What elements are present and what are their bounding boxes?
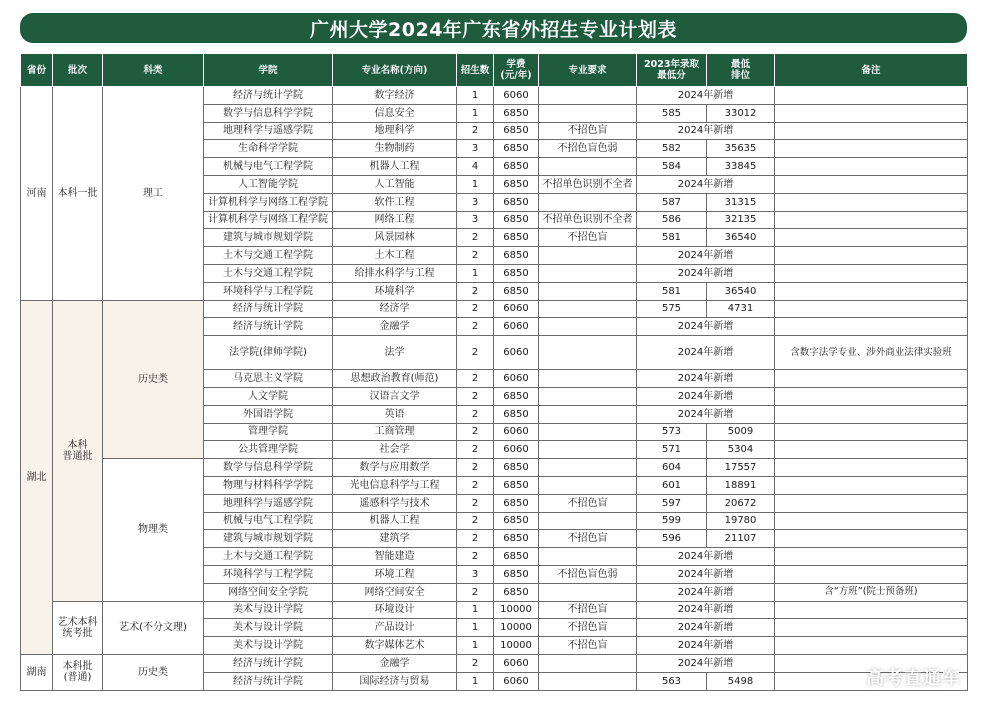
major-cell: 环境设计: [333, 601, 457, 619]
count-cell: 1: [457, 87, 494, 105]
header-province: 省份: [21, 54, 53, 87]
requirement-cell: [539, 476, 637, 494]
major-cell: 数学与应用数学: [333, 459, 457, 477]
score-cell: 563: [637, 672, 707, 690]
score-cell: 601: [637, 476, 707, 494]
rank-cell: 4731: [707, 300, 775, 318]
header-note: 备注: [775, 54, 968, 87]
fee-cell: 6060: [494, 654, 539, 672]
count-cell: 2: [457, 300, 494, 318]
batch-hubei: 本科 普通批: [53, 300, 103, 601]
rank-cell: 36540: [707, 229, 775, 247]
requirement-cell: [539, 405, 637, 423]
count-cell: 2: [457, 494, 494, 512]
fee-cell: 6850: [494, 548, 539, 566]
page-title: 广州大学2024年广东省外招生专业计划表: [20, 13, 967, 43]
fee-cell: 6850: [494, 405, 539, 423]
note-cell: [775, 193, 968, 211]
table-row: [21, 300, 968, 318]
major-cell: 智能建造: [333, 548, 457, 566]
fee-cell: 6850: [494, 530, 539, 548]
requirement-cell: [539, 336, 637, 370]
score-cell: 573: [637, 423, 707, 441]
count-cell: 2: [457, 387, 494, 405]
header-requirement: 专业要求: [539, 54, 637, 87]
header-batch: 批次: [53, 54, 103, 87]
major-cell: 产品设计: [333, 619, 457, 637]
major-cell: 信息安全: [333, 104, 457, 122]
major-cell: 社会学: [333, 441, 457, 459]
college-cell: 计算机科学与网络工程学院: [204, 193, 333, 211]
category-hubei-art: 艺术(不分文理): [103, 601, 204, 654]
count-cell: 1: [457, 175, 494, 193]
major-cell: 遥感科学与技术: [333, 494, 457, 512]
requirement-cell: 不招色盲色弱: [539, 140, 637, 158]
note-cell: [775, 601, 968, 619]
college-cell: 网络空间安全学院: [204, 583, 333, 601]
fee-cell: 6060: [494, 370, 539, 388]
batch-hubei-art: 艺术本科 统考批: [53, 601, 103, 654]
fee-cell: 6060: [494, 441, 539, 459]
score-cell: 584: [637, 158, 707, 176]
new-in-2024-cell: 2024年新增: [637, 601, 775, 619]
province-henan: 河南: [21, 87, 53, 301]
score-cell: 585: [637, 104, 707, 122]
rank-cell: 32135: [707, 211, 775, 229]
score-cell: 582: [637, 140, 707, 158]
note-cell: [775, 387, 968, 405]
rank-cell: 35635: [707, 140, 775, 158]
requirement-cell: 不招色盲: [539, 601, 637, 619]
count-cell: 2: [457, 441, 494, 459]
fee-cell: 6850: [494, 494, 539, 512]
note-cell: [775, 104, 968, 122]
header-fee: 学费 (元/年): [494, 54, 539, 87]
college-cell: 经济与统计学院: [204, 300, 333, 318]
count-cell: 2: [457, 370, 494, 388]
college-cell: 环境科学与工程学院: [204, 282, 333, 300]
requirement-cell: 不招色盲: [539, 530, 637, 548]
header-rank: 最低 排位: [707, 54, 775, 87]
new-in-2024-cell: 2024年新增: [637, 548, 775, 566]
new-in-2024-cell: 2024年新增: [637, 318, 775, 336]
note-cell: [775, 548, 968, 566]
note-cell: [775, 122, 968, 140]
count-cell: 2: [457, 459, 494, 477]
header-category: 科类: [103, 54, 204, 87]
requirement-cell: 不招单色识别不全者: [539, 175, 637, 193]
college-cell: 土木与交通工程学院: [204, 264, 333, 282]
fee-cell: 6850: [494, 175, 539, 193]
fee-cell: 6850: [494, 211, 539, 229]
note-cell: [775, 370, 968, 388]
major-cell: 给排水科学与工程: [333, 264, 457, 282]
note-cell: [775, 637, 968, 655]
score-cell: 581: [637, 282, 707, 300]
score-cell: 586: [637, 211, 707, 229]
fee-cell: 6060: [494, 87, 539, 105]
college-cell: 美术与设计学院: [204, 601, 333, 619]
new-in-2024-cell: 2024年新增: [637, 583, 775, 601]
college-cell: 土木与交通工程学院: [204, 247, 333, 265]
major-cell: 工商管理: [333, 423, 457, 441]
note-cell: [775, 459, 968, 477]
score-cell: 571: [637, 441, 707, 459]
college-cell: 人工智能学院: [204, 175, 333, 193]
fee-cell: 6060: [494, 318, 539, 336]
requirement-cell: 不招色盲: [539, 619, 637, 637]
note-cell: 含数字法学专业、涉外商业法律实验班: [775, 336, 968, 370]
rank-cell: 33845: [707, 158, 775, 176]
college-cell: 建筑与城市规划学院: [204, 530, 333, 548]
major-cell: 数字经济: [333, 87, 457, 105]
note-cell: 含“方班”(院士预备班): [775, 583, 968, 601]
new-in-2024-cell: 2024年新增: [637, 637, 775, 655]
new-in-2024-cell: 2024年新增: [637, 87, 775, 105]
requirement-cell: 不招色盲: [539, 229, 637, 247]
fee-cell: 6850: [494, 122, 539, 140]
major-cell: 环境科学: [333, 282, 457, 300]
count-cell: 2: [457, 530, 494, 548]
category-henan: 理工: [103, 87, 204, 301]
note-cell: [775, 530, 968, 548]
count-cell: 1: [457, 672, 494, 690]
major-cell: 建筑学: [333, 530, 457, 548]
table-row: [21, 459, 968, 477]
watermark: 高考直通车: [866, 668, 961, 689]
header-count: 招生数: [457, 54, 494, 87]
count-cell: 2: [457, 583, 494, 601]
new-in-2024-cell: 2024年新增: [637, 122, 775, 140]
new-in-2024-cell: 2024年新增: [637, 336, 775, 370]
fee-cell: 10000: [494, 601, 539, 619]
major-cell: 机器人工程: [333, 512, 457, 530]
table-row: [21, 601, 968, 619]
rank-cell: 17557: [707, 459, 775, 477]
province-hunan: 湖南: [21, 654, 53, 690]
fee-cell: 6850: [494, 583, 539, 601]
major-cell: 网络空间安全: [333, 583, 457, 601]
college-cell: 美术与设计学院: [204, 637, 333, 655]
major-cell: 人工智能: [333, 175, 457, 193]
header-score: 2023年录取 最低分: [637, 54, 707, 87]
score-cell: 596: [637, 530, 707, 548]
score-cell: 599: [637, 512, 707, 530]
requirement-cell: [539, 441, 637, 459]
college-cell: 经济与统计学院: [204, 672, 333, 690]
fee-cell: 6850: [494, 476, 539, 494]
college-cell: 法学院(律师学院): [204, 336, 333, 370]
count-cell: 1: [457, 637, 494, 655]
fee-cell: 10000: [494, 637, 539, 655]
requirement-cell: 不招单色识别不全者: [539, 211, 637, 229]
college-cell: 环境科学与工程学院: [204, 565, 333, 583]
rank-cell: 21107: [707, 530, 775, 548]
major-cell: 思想政治教育(师范): [333, 370, 457, 388]
requirement-cell: [539, 318, 637, 336]
fee-cell: 6060: [494, 672, 539, 690]
note-cell: [775, 229, 968, 247]
requirement-cell: 不招色盲: [539, 494, 637, 512]
requirement-cell: [539, 247, 637, 265]
college-cell: 人文学院: [204, 387, 333, 405]
requirement-cell: [539, 264, 637, 282]
requirement-cell: [539, 654, 637, 672]
fee-cell: 6850: [494, 512, 539, 530]
requirement-cell: [539, 512, 637, 530]
rank-cell: 20672: [707, 494, 775, 512]
batch-hunan: 本科批 (普通): [53, 654, 103, 690]
major-cell: 风景园林: [333, 229, 457, 247]
score-cell: 604: [637, 459, 707, 477]
fee-cell: 6850: [494, 104, 539, 122]
table-row: [21, 654, 968, 672]
fee-cell: 6850: [494, 459, 539, 477]
score-cell: 597: [637, 494, 707, 512]
note-cell: [775, 140, 968, 158]
fee-cell: 6850: [494, 264, 539, 282]
requirement-cell: [539, 370, 637, 388]
count-cell: 1: [457, 601, 494, 619]
requirement-cell: [539, 104, 637, 122]
college-cell: 马克思主义学院: [204, 370, 333, 388]
note-cell: [775, 158, 968, 176]
category-hunan: 历史类: [103, 654, 204, 690]
count-cell: 2: [457, 282, 494, 300]
college-cell: 建筑与城市规划学院: [204, 229, 333, 247]
requirement-cell: [539, 87, 637, 105]
major-cell: 金融学: [333, 654, 457, 672]
note-cell: [775, 264, 968, 282]
requirement-cell: [539, 282, 637, 300]
new-in-2024-cell: 2024年新增: [637, 654, 775, 672]
score-cell: 575: [637, 300, 707, 318]
count-cell: 2: [457, 512, 494, 530]
rank-cell: 18891: [707, 476, 775, 494]
major-cell: 英语: [333, 405, 457, 423]
college-cell: 生命科学学院: [204, 140, 333, 158]
requirement-cell: [539, 583, 637, 601]
major-cell: 地理科学: [333, 122, 457, 140]
count-cell: 1: [457, 104, 494, 122]
fee-cell: 6850: [494, 565, 539, 583]
count-cell: 2: [457, 247, 494, 265]
table-row: [21, 87, 968, 105]
new-in-2024-cell: 2024年新增: [637, 264, 775, 282]
major-cell: 金融学: [333, 318, 457, 336]
college-cell: 计算机科学与网络工程学院: [204, 211, 333, 229]
header-college: 学院: [204, 54, 333, 87]
college-cell: 数学与信息科学学院: [204, 104, 333, 122]
new-in-2024-cell: 2024年新增: [637, 565, 775, 583]
college-cell: 地理科学与遥感学院: [204, 494, 333, 512]
new-in-2024-cell: 2024年新增: [637, 405, 775, 423]
batch-henan: 本科一批: [53, 87, 103, 301]
new-in-2024-cell: 2024年新增: [637, 247, 775, 265]
fee-cell: 6850: [494, 282, 539, 300]
major-cell: 光电信息科学与工程: [333, 476, 457, 494]
fee-cell: 6060: [494, 336, 539, 370]
note-cell: [775, 247, 968, 265]
college-cell: 土木与交通工程学院: [204, 548, 333, 566]
header-major: 专业名称(方向): [333, 54, 457, 87]
college-cell: 外国语学院: [204, 405, 333, 423]
rank-cell: 5498: [707, 672, 775, 690]
rank-cell: 19780: [707, 512, 775, 530]
count-cell: 1: [457, 619, 494, 637]
note-cell: [775, 512, 968, 530]
major-cell: 法学: [333, 336, 457, 370]
college-cell: 机械与电气工程学院: [204, 158, 333, 176]
rank-cell: 33012: [707, 104, 775, 122]
requirement-cell: [539, 459, 637, 477]
major-cell: 环境工程: [333, 565, 457, 583]
college-cell: 经济与统计学院: [204, 318, 333, 336]
major-cell: 机器人工程: [333, 158, 457, 176]
college-cell: 数学与信息科学学院: [204, 459, 333, 477]
requirement-cell: [539, 158, 637, 176]
major-cell: 国际经济与贸易: [333, 672, 457, 690]
college-cell: 地理科学与遥感学院: [204, 122, 333, 140]
rank-cell: 36540: [707, 282, 775, 300]
major-cell: 网络工程: [333, 211, 457, 229]
count-cell: 2: [457, 122, 494, 140]
note-cell: [775, 175, 968, 193]
major-cell: 经济学: [333, 300, 457, 318]
major-cell: 土木工程: [333, 247, 457, 265]
college-cell: 物理与材料科学学院: [204, 476, 333, 494]
requirement-cell: 不招色盲: [539, 637, 637, 655]
major-cell: 数字媒体艺术: [333, 637, 457, 655]
count-cell: 2: [457, 654, 494, 672]
count-cell: 1: [457, 264, 494, 282]
note-cell: [775, 405, 968, 423]
college-cell: 机械与电气工程学院: [204, 512, 333, 530]
note-cell: [775, 441, 968, 459]
count-cell: 2: [457, 423, 494, 441]
count-cell: 2: [457, 405, 494, 423]
count-cell: 2: [457, 229, 494, 247]
note-cell: [775, 423, 968, 441]
fee-cell: 10000: [494, 619, 539, 637]
requirement-cell: [539, 423, 637, 441]
college-cell: 经济与统计学院: [204, 87, 333, 105]
rank-cell: 31315: [707, 193, 775, 211]
college-cell: 经济与统计学院: [204, 654, 333, 672]
requirement-cell: [539, 300, 637, 318]
fee-cell: 6060: [494, 300, 539, 318]
new-in-2024-cell: 2024年新增: [637, 175, 775, 193]
fee-cell: 6850: [494, 229, 539, 247]
count-cell: 2: [457, 336, 494, 370]
header-row: [21, 54, 968, 87]
new-in-2024-cell: 2024年新增: [637, 370, 775, 388]
college-cell: 美术与设计学院: [204, 619, 333, 637]
fee-cell: 6850: [494, 158, 539, 176]
province-hubei: 湖北: [21, 300, 53, 654]
enrollment-table: [20, 53, 968, 691]
rank-cell: 5304: [707, 441, 775, 459]
college-cell: 公共管理学院: [204, 441, 333, 459]
score-cell: 587: [637, 193, 707, 211]
fee-cell: 6850: [494, 193, 539, 211]
count-cell: 2: [457, 476, 494, 494]
note-cell: [775, 87, 968, 105]
requirement-cell: [539, 387, 637, 405]
count-cell: 3: [457, 565, 494, 583]
note-cell: [775, 282, 968, 300]
category-hubei-history: 历史类: [103, 300, 204, 459]
rank-cell: 5009: [707, 423, 775, 441]
major-cell: 生物制药: [333, 140, 457, 158]
score-cell: 581: [637, 229, 707, 247]
note-cell: [775, 476, 968, 494]
new-in-2024-cell: 2024年新增: [637, 619, 775, 637]
fee-cell: 6850: [494, 140, 539, 158]
requirement-cell: [539, 672, 637, 690]
note-cell: [775, 211, 968, 229]
count-cell: 3: [457, 211, 494, 229]
count-cell: 3: [457, 140, 494, 158]
note-cell: [775, 494, 968, 512]
requirement-cell: 不招色盲色弱: [539, 565, 637, 583]
fee-cell: 6060: [494, 423, 539, 441]
note-cell: [775, 318, 968, 336]
fee-cell: 6850: [494, 247, 539, 265]
college-cell: 管理学院: [204, 423, 333, 441]
count-cell: 4: [457, 158, 494, 176]
category-hubei-physics: 物理类: [103, 459, 204, 601]
count-cell: 3: [457, 193, 494, 211]
note-cell: [775, 619, 968, 637]
major-cell: 汉语言文学: [333, 387, 457, 405]
fee-cell: 6850: [494, 387, 539, 405]
requirement-cell: [539, 193, 637, 211]
note-cell: [775, 565, 968, 583]
count-cell: 2: [457, 318, 494, 336]
note-cell: [775, 300, 968, 318]
count-cell: 2: [457, 548, 494, 566]
new-in-2024-cell: 2024年新增: [637, 387, 775, 405]
requirement-cell: 不招色盲: [539, 122, 637, 140]
major-cell: 软件工程: [333, 193, 457, 211]
requirement-cell: [539, 548, 637, 566]
